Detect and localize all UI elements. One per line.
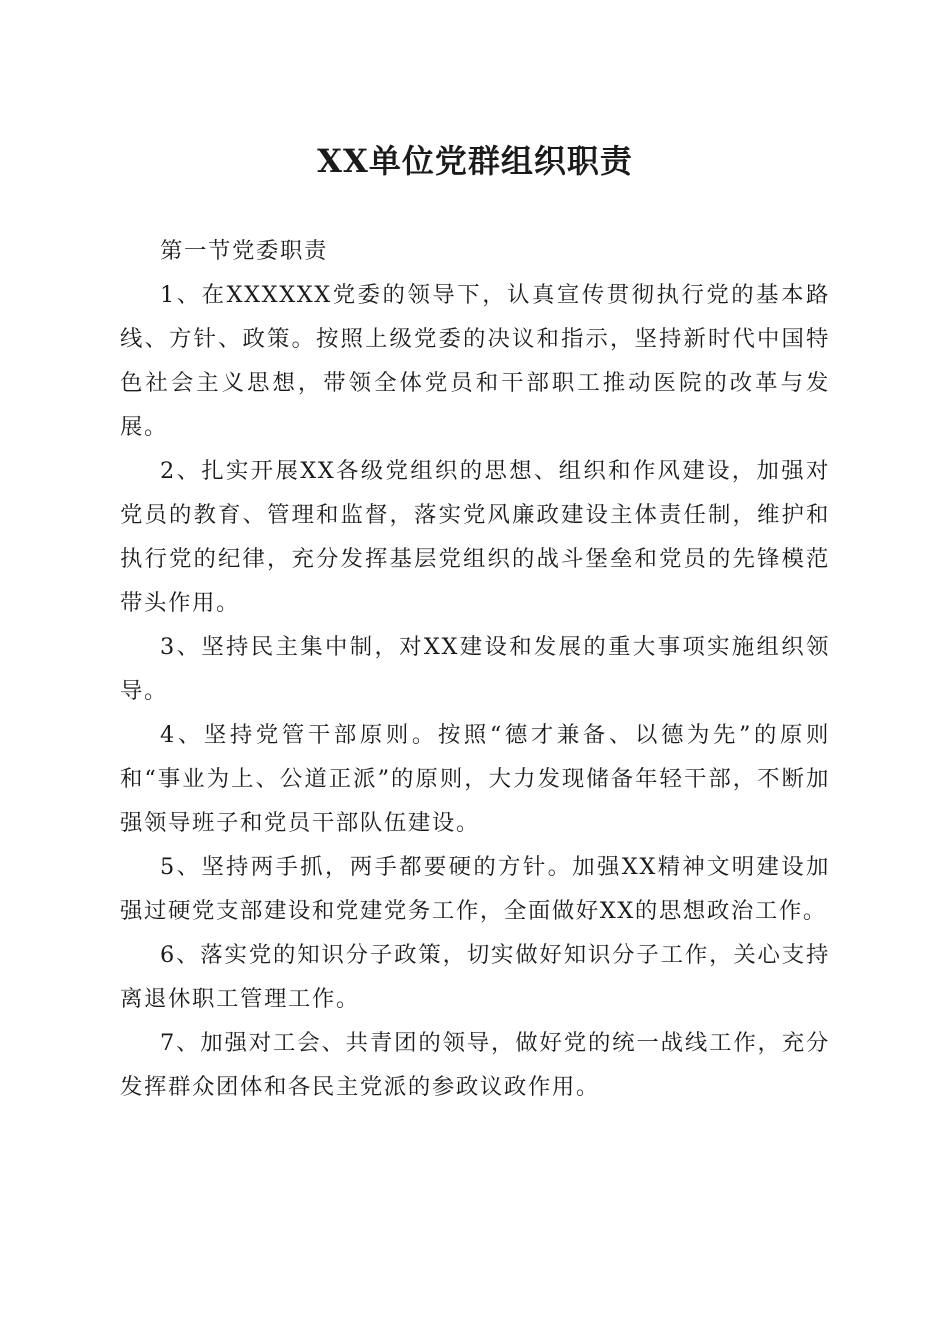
paragraph-4: 4、坚持党管干部原则。按照“德才兼备、以德为先”的原则和“事业为上、公道正派”的原则，大力发现储备年轻干部，不断加强领导班子和党员干部队伍建设。 (120, 722, 830, 836)
paragraph-7: 7、加强对工会、共青团的领导，做好党的统一战线工作，充分发挥群众团体和各民主党派的参政议政作用。 (120, 1030, 830, 1100)
paragraph-3: 3、坚持民主集中制，对XX建设和发展的重大事项实施组织领导。 (120, 634, 830, 704)
section-heading: 第一节党委职责 (160, 238, 328, 264)
document-title: XX单位党群组织职责 (317, 142, 633, 180)
paragraph-6: 6、落实党的知识分子政策，切实做好知识分子工作，关心支持离退休职工管理工作。 (120, 942, 830, 1012)
paragraph-1: 1、在XXXXXX党委的领导下，认真宣传贯彻执行党的基本路线、方针、政策。按照上级党委的决议和指示，坚持新时代中国特色社会主义思想，带领全体党员和干部职工推动医院的改革与发展。 (120, 282, 830, 440)
paragraph-5: 5、坚持两手抓，两手都要硬的方针。加强XX精神文明建设加强过硬党支部建设和党建党务工作，全面做好XX的思想政治工作。 (120, 854, 830, 924)
document-body (120, 229, 830, 1109)
paragraph-2: 2、扎实开展XX各级党组织的思想、组织和作风建设，加强对党员的教育、管理和监督，落实党风廉政建设主体责任制，维护和执行党的纪律，充分发挥基层党组织的战斗堡垒和党员的先锋模范带头作用。 (120, 458, 830, 616)
